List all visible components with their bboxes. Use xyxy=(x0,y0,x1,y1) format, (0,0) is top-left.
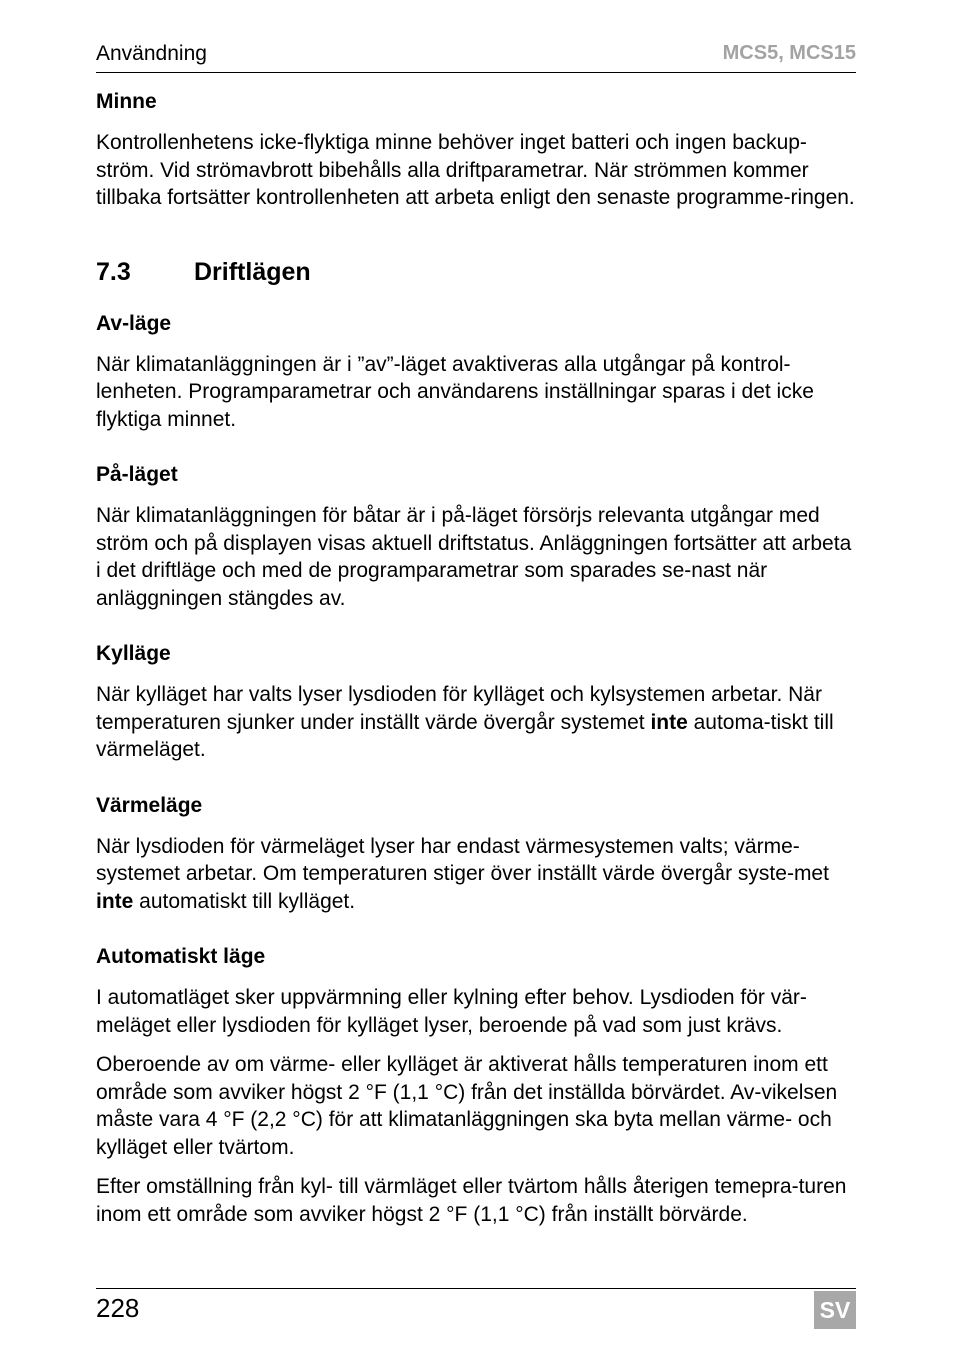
cool-mode-text xyxy=(96,681,858,764)
heat-mode-text xyxy=(96,833,858,916)
heat-mode-text-before: När lysdioden för värmeläget lyser har endast värmesystemen valts; värme-systemet arbetar. Om temperaturen stiger över inställt värde övergår syste-met xyxy=(96,834,829,885)
heat-mode-emphasis: inte xyxy=(96,889,134,913)
auto-mode-paragraph-1: I automatläget sker uppvärmning eller kylning efter behov. Lysdioden för vär-meläget eller lysdioden för kylläget lyser, beroende på vad som just krävs. xyxy=(96,986,807,1037)
language-badge: SV xyxy=(814,1291,856,1329)
on-mode-heading: På-läget xyxy=(96,463,178,486)
chapter-number: 7.3 xyxy=(96,257,131,286)
off-mode-heading: Av-läge xyxy=(96,311,172,335)
cool-mode-text-before: När kylläget har valts lyser lysdioden för kylläget och kylsystemen arbetar. När temperaturen sjunker under inställt värde övergår systemet xyxy=(96,683,822,734)
page-header xyxy=(96,40,856,73)
heat-mode-heading: Värmeläge xyxy=(96,793,203,817)
page-number: 228 xyxy=(96,1293,140,1323)
chapter-heading xyxy=(96,254,858,290)
header-section-title: Användning xyxy=(96,42,207,65)
cool-mode-emphasis: inte xyxy=(650,710,688,734)
memory-text: Kontrollenhetens icke-flyktiga minne behöver inget batteri och ingen backup-ström. Vid strömavbrott bibehålls alla driftparametrar. När strömmen kommer tillbaka fortsätter kontrollenheten att arbeta enligt den senaste programme-ringen. xyxy=(96,131,855,209)
heat-mode-text-after: automatiskt till kylläget. xyxy=(133,889,356,913)
cool-mode-text-after: automa-tiskt till värmeläget. xyxy=(96,710,834,761)
chapter-title: Driftlägen xyxy=(194,257,311,286)
header-model-name: MCS5, MCS15 xyxy=(722,42,856,64)
off-mode-text: När klimatanläggningen är i ”av”-läget avaktiveras alla utgångar på kontrol-lenheten. Programparametrar och användarens inställningar sparas i det icke flyktiga minnet. xyxy=(96,352,814,431)
auto-mode-paragraph-3: Efter omställning från kyl- till värmläget eller tvärtom hålls återigen temepra-turen inom ett område som avviker högst 2 °F (1,1 °C) från inställt börvärde. xyxy=(96,1175,847,1226)
page-content xyxy=(96,88,858,1228)
page-footer xyxy=(96,1288,856,1323)
on-mode-text: När klimatanläggningen för båtar är i på-läget försörjs relevanta utgångar med ström och på displayen visas aktuell driftstatus. Anläggningen fortsätter att arbeta i det driftläge och med de programparametrar som sparades se-nast när anläggningen stängdes av. xyxy=(96,504,852,610)
memory-heading: Minne xyxy=(96,90,157,113)
auto-mode-paragraph-2: Oberoende av om värme- eller kylläget är aktiverat hålls temperaturen inom ett område som avviker högst 2 °F (1,1 °C) från det inställda börvärdet. Av-vikelsen måste vara 4 °F (2,2 °C) för att klimatanläggningen ska byta mellan värme- och kylläget eller tvärtom. xyxy=(96,1053,838,1159)
auto-mode-heading: Automatiskt läge xyxy=(96,945,266,968)
cool-mode-heading: Kylläge xyxy=(96,642,171,665)
